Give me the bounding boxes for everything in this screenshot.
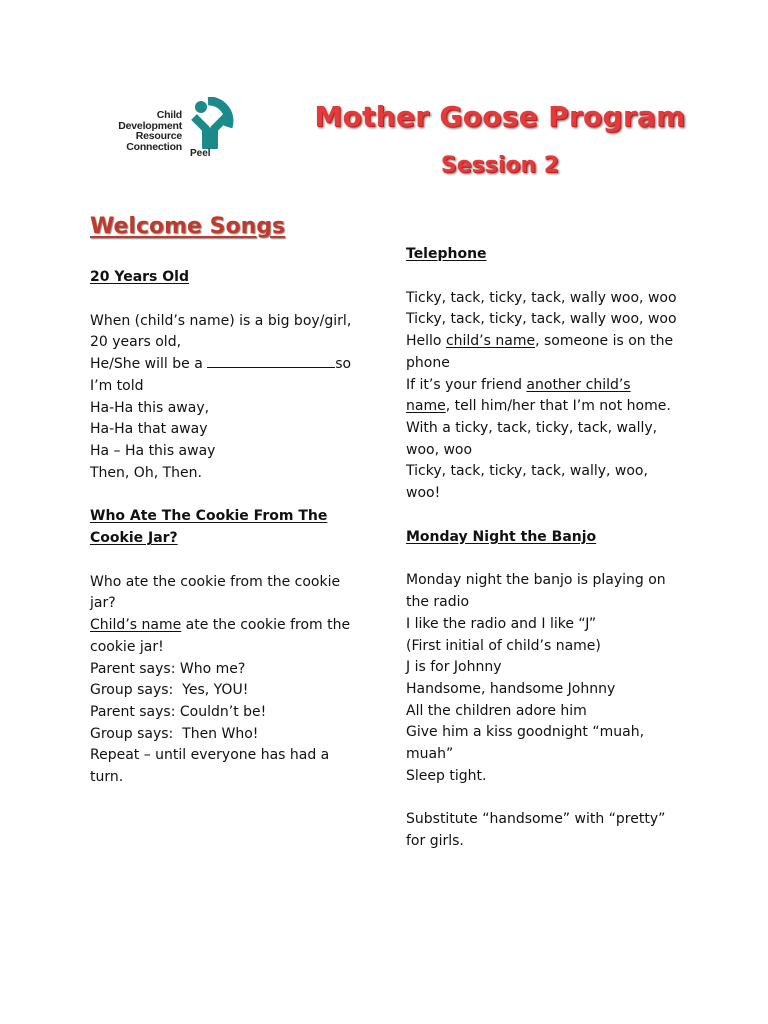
lyric-line: muah”	[406, 746, 454, 763]
right-column	[406, 244, 696, 853]
lyric-line: Repeat – until everyone has had a	[90, 747, 330, 764]
lyric-line: woo!	[406, 485, 441, 502]
lyric-line: I’m told	[90, 377, 144, 394]
lyric-line	[90, 354, 380, 376]
lyric-text: so	[335, 356, 352, 373]
lyric-line: 20 years old,	[90, 334, 182, 351]
lyric-line: phone	[406, 354, 450, 371]
lyric-line: Give him a kiss goodnight “muah,	[406, 724, 645, 741]
lyric-line: When (child’s name) is a big boy/girl,	[90, 312, 352, 329]
page-title: Mother Goose Program	[314, 100, 686, 133]
lyric-line: Sleep tight.	[406, 767, 487, 784]
song-title-telephone: Telephone	[406, 246, 487, 262]
lyric-line: Group says: Then Who!	[90, 725, 259, 742]
lyric-line: Ticky, tack, ticky, tack, wally woo, woo	[406, 311, 677, 328]
lyric-line: Monday night the banjo is playing on	[406, 572, 666, 589]
lyric-line	[406, 375, 696, 397]
lyric-text: , tell him/her that I’m not home.	[445, 398, 671, 415]
lyric-line: cookie jar!	[90, 638, 164, 655]
lyric-text: ate the cookie from the	[181, 617, 351, 634]
lyric-line: All the children adore him	[406, 702, 587, 719]
page-subtitle: Session 2	[440, 153, 560, 178]
lyric-line: Who ate the cookie from the cookie	[90, 573, 341, 590]
lyric-line	[406, 396, 696, 418]
lyric-placeholder: name	[406, 398, 446, 415]
lyric-line: Ha-Ha this away,	[90, 399, 210, 416]
logo-text	[118, 110, 182, 152]
lyric-line: jar?	[90, 595, 116, 612]
logo-peel: Peel	[190, 148, 211, 159]
lyric-line: Ticky, tack, ticky, tack, wally, woo,	[406, 463, 648, 480]
lyric-line: Parent says: Couldn’t be!	[90, 703, 267, 720]
lyric-text: He/She will be a	[90, 356, 208, 373]
fill-in-blank	[207, 354, 335, 368]
lyric-line: Ticky, tack, ticky, tack, wally woo, woo	[406, 289, 677, 306]
song-title-20-years-old: 20 Years Old	[90, 269, 189, 285]
person-figure-icon	[188, 97, 236, 149]
lyric-line	[406, 331, 696, 353]
logo-line: Connection	[126, 140, 182, 153]
song-title-line: Who Ate The Cookie From The	[90, 508, 328, 525]
lyric-text: , someone is on the	[535, 333, 674, 350]
lyric-line: (First initial of child’s name)	[406, 637, 601, 654]
lyric-text: If it’s your friend	[406, 376, 527, 393]
logo-line: Child	[156, 109, 182, 121]
lyric-line	[90, 615, 380, 637]
song-title-line: Cookie Jar?	[90, 530, 178, 547]
lyric-line: Handsome, handsome Johnny	[406, 680, 616, 697]
lyric-placeholder: child’s name	[445, 333, 536, 350]
lyric-line: I like the radio and I like “J”	[406, 615, 597, 632]
lyric-line: Parent says: Who me?	[90, 660, 246, 677]
lyric-text: Hello	[406, 333, 446, 350]
lyric-line: Substitute “handsome” with “pretty”	[406, 811, 666, 828]
logo-line: Resource	[135, 130, 182, 142]
section-heading: Welcome Songs	[90, 214, 286, 239]
lyric-line: turn.	[90, 769, 124, 786]
logo-line: Development	[118, 119, 182, 132]
lyric-line: the radio	[406, 594, 470, 611]
lyric-line: Group says: Yes, YOU!	[90, 682, 249, 699]
lyric-line: With a ticky, tack, ticky, tack, wally,	[406, 419, 658, 436]
lyric-line: woo, woo	[406, 441, 473, 458]
left-column	[90, 267, 380, 789]
organization-logo	[90, 93, 248, 163]
lyric-placeholder: another child’s	[526, 376, 631, 393]
lyric-line: for girls.	[406, 833, 464, 850]
lyric-line: Then, Oh, Then.	[90, 464, 202, 481]
lyric-line: Ha-Ha that away	[90, 421, 208, 438]
lyric-line: J is for Johnny	[406, 659, 502, 676]
song-title-cookie-jar	[90, 506, 380, 549]
song-title-monday-night-banjo: Monday Night the Banjo	[406, 528, 597, 545]
lyric-placeholder: Child’s name	[90, 617, 182, 634]
lyric-line: Ha – Ha this away	[90, 442, 216, 459]
